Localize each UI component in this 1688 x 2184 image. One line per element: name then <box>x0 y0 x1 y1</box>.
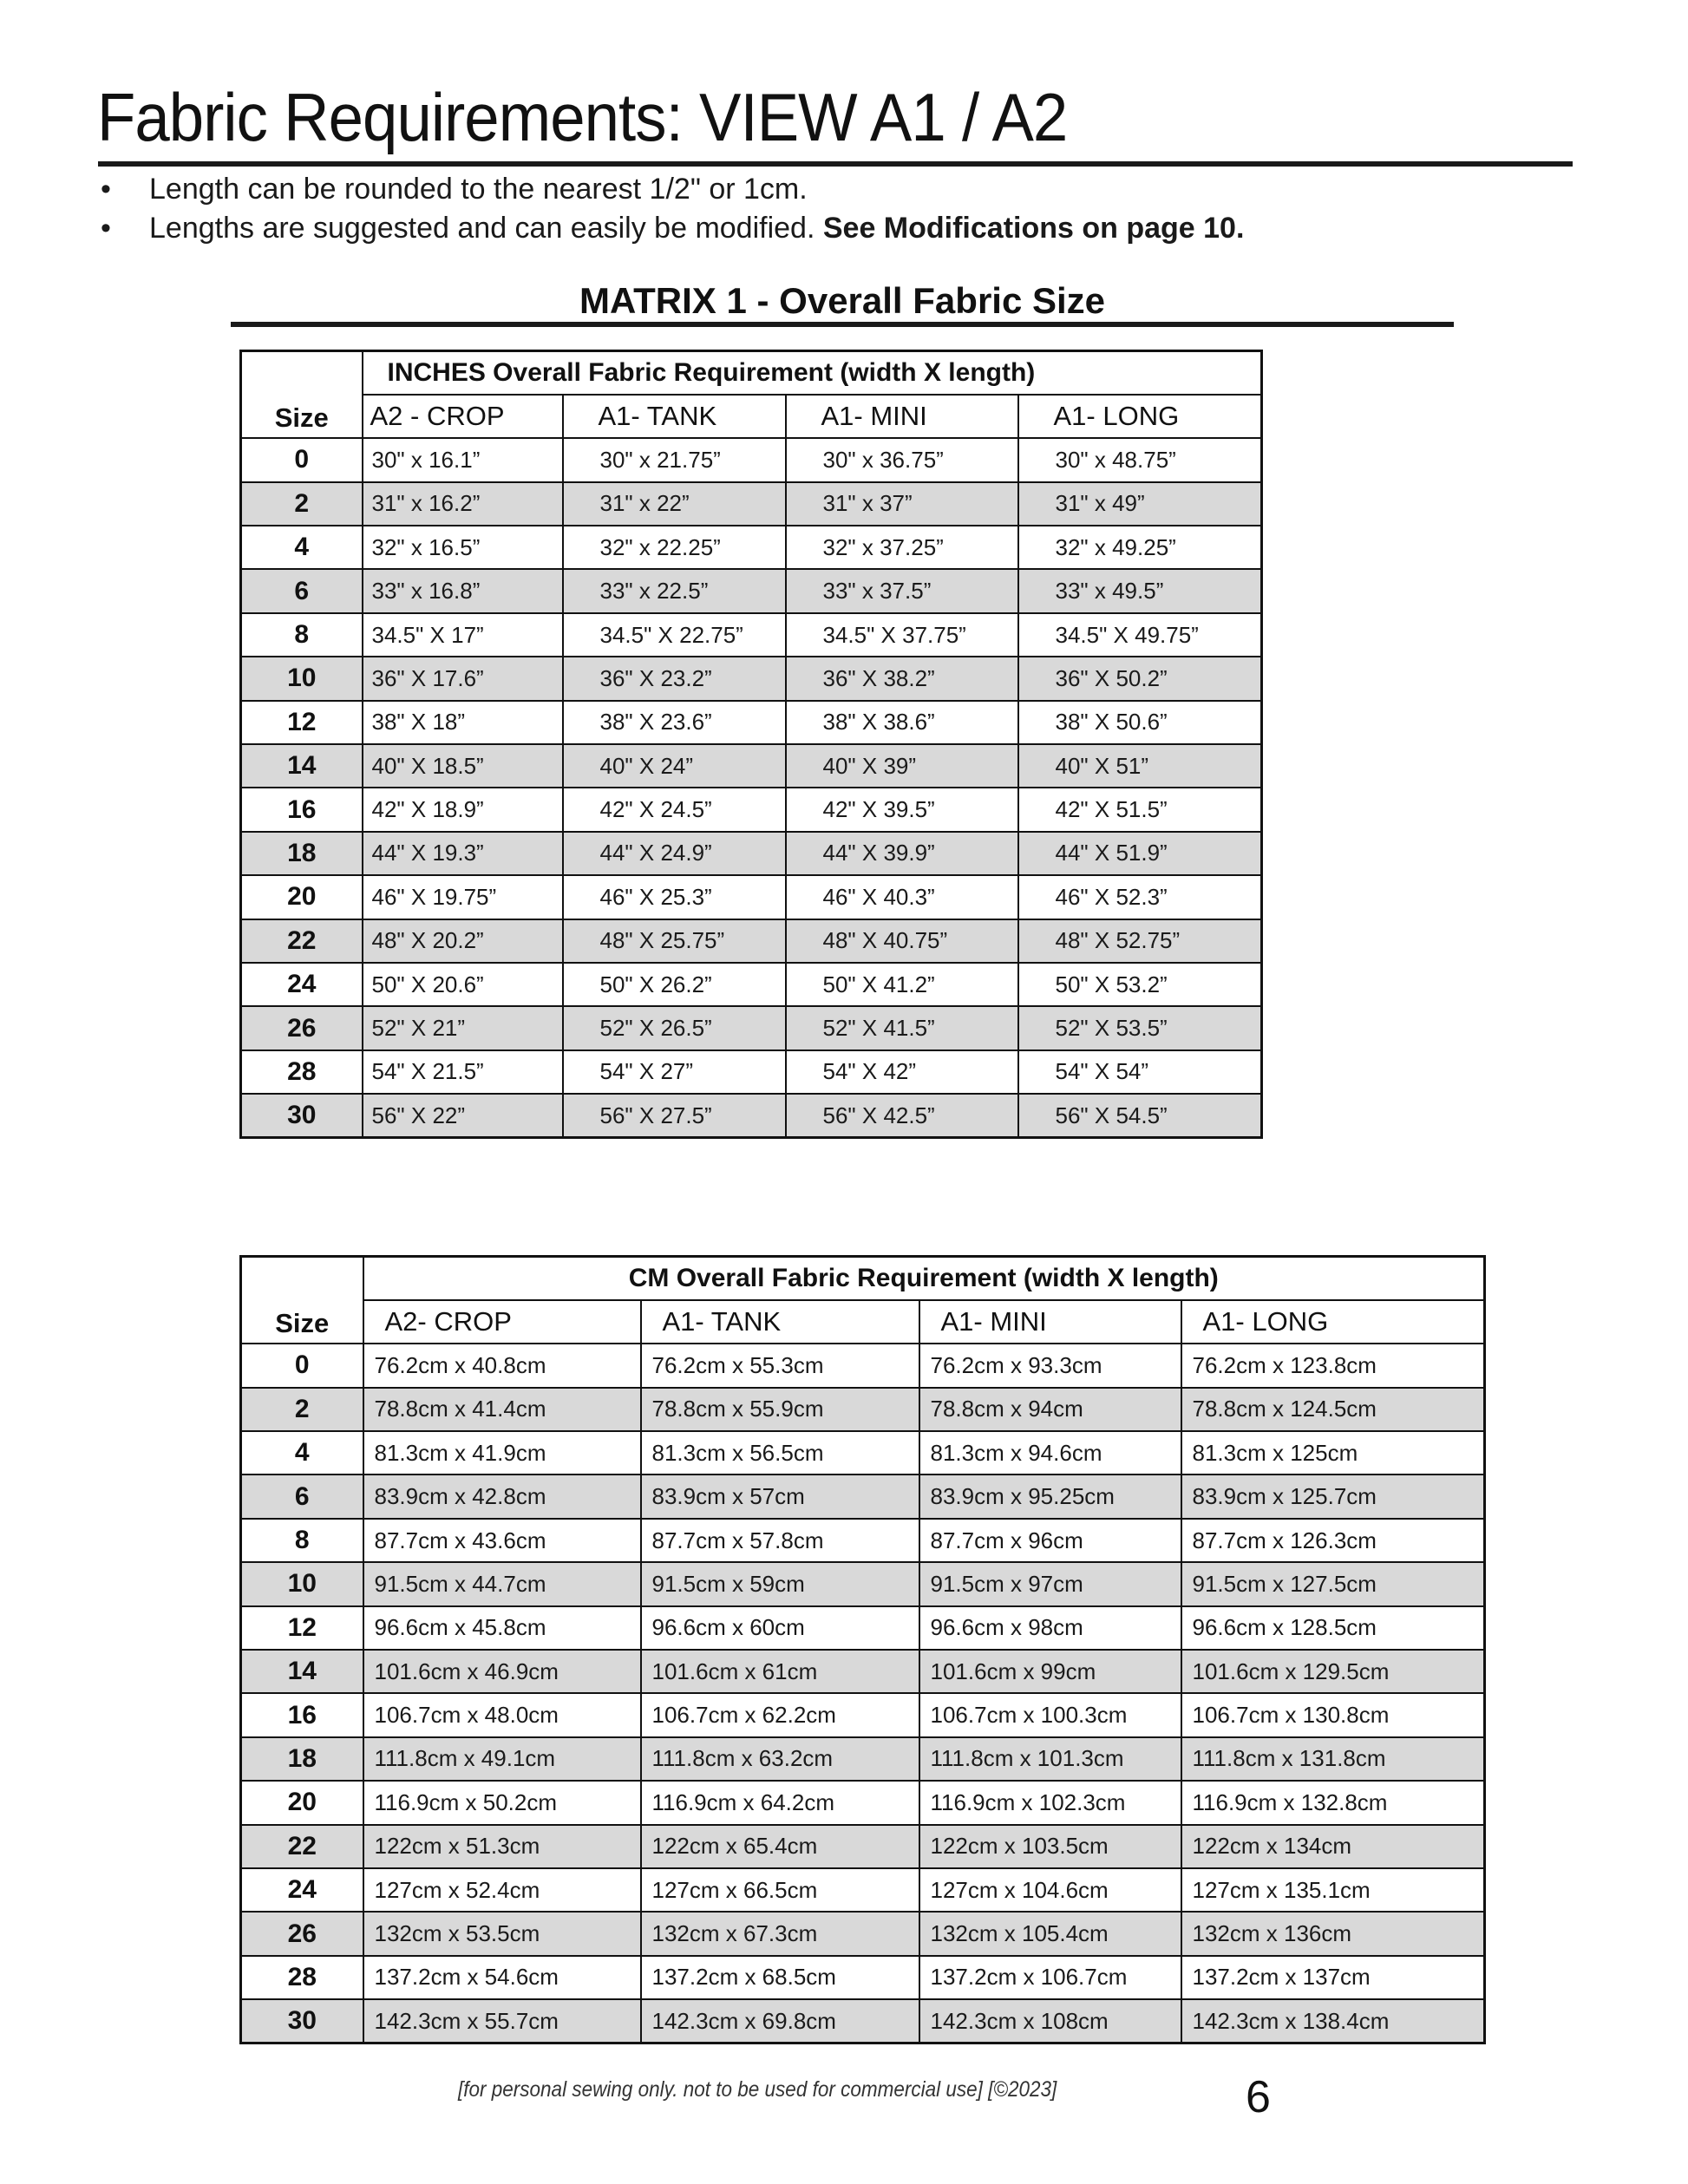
size-cell: 30 <box>241 1999 363 2043</box>
table-row <box>241 875 1262 919</box>
fabric-size-cell: 36" X 38.2” <box>786 657 1018 700</box>
fabric-size-cell: 132cm x 53.5cm <box>363 1912 641 1955</box>
size-column-header: Size <box>241 1257 363 1344</box>
fabric-size-cell: 32" x 22.25” <box>563 526 786 569</box>
table-row <box>241 1912 1485 1955</box>
size-cell: 26 <box>241 1912 363 1955</box>
page-number: 6 <box>1246 2072 1271 2122</box>
note-item <box>97 209 1244 248</box>
column-header-long: A1- LONG <box>1181 1300 1485 1344</box>
size-cell: 16 <box>241 1693 363 1736</box>
fabric-size-cell: 42" X 18.9” <box>363 788 563 831</box>
fabric-size-cell: 33" x 16.8” <box>363 569 563 612</box>
table-row <box>241 1094 1262 1137</box>
size-cell: 2 <box>241 482 363 526</box>
table-row <box>241 1868 1485 1912</box>
fabric-size-cell: 111.8cm x 63.2cm <box>641 1737 919 1781</box>
table-row <box>241 744 1262 788</box>
table-row <box>241 919 1262 963</box>
fabric-size-cell: 40" X 24” <box>563 744 786 788</box>
fabric-size-cell: 96.6cm x 45.8cm <box>363 1606 641 1650</box>
fabric-size-cell: 44" X 39.9” <box>786 832 1018 875</box>
fabric-size-cell: 78.8cm x 94cm <box>919 1388 1181 1431</box>
fabric-size-cell: 106.7cm x 130.8cm <box>1181 1693 1485 1736</box>
fabric-size-cell: 40" X 39” <box>786 744 1018 788</box>
fabric-size-cell: 83.9cm x 95.25cm <box>919 1475 1181 1518</box>
bullet-icon: • <box>101 173 111 206</box>
size-cell: 0 <box>241 438 363 481</box>
column-header-mini: A1- MINI <box>786 395 1018 438</box>
table-row <box>241 657 1262 700</box>
fabric-size-cell: 52" X 21” <box>363 1006 563 1049</box>
fabric-size-cell: 132cm x 105.4cm <box>919 1912 1181 1955</box>
fabric-size-cell: 38" X 50.6” <box>1018 701 1262 744</box>
size-cell: 24 <box>241 963 363 1006</box>
size-cell: 12 <box>241 701 363 744</box>
fabric-size-cell: 96.6cm x 128.5cm <box>1181 1606 1485 1650</box>
see-modifications-reference: See Modifications on page 10. <box>822 212 1245 245</box>
fabric-size-cell: 116.9cm x 50.2cm <box>363 1781 641 1824</box>
fabric-size-cell: 81.3cm x 41.9cm <box>363 1431 641 1475</box>
column-header-mini: A1- MINI <box>919 1300 1181 1344</box>
column-header-tank: A1- TANK <box>641 1300 919 1344</box>
fabric-size-cell: 96.6cm x 60cm <box>641 1606 919 1650</box>
size-cell: 18 <box>241 1737 363 1781</box>
fabric-size-cell: 36" X 17.6” <box>363 657 563 700</box>
size-cell: 6 <box>241 569 363 612</box>
fabric-size-cell: 137.2cm x 54.6cm <box>363 1956 641 1999</box>
size-cell: 18 <box>241 832 363 875</box>
table-row <box>241 1388 1485 1431</box>
table-row <box>241 788 1262 831</box>
size-cell: 28 <box>241 1956 363 1999</box>
fabric-size-cell: 56" X 27.5” <box>563 1094 786 1137</box>
fabric-size-cell: 56" X 22” <box>363 1094 563 1137</box>
fabric-size-cell: 76.2cm x 123.8cm <box>1181 1344 1485 1387</box>
table-row <box>241 569 1262 612</box>
fabric-size-cell: 116.9cm x 64.2cm <box>641 1781 919 1824</box>
fabric-size-cell: 122cm x 65.4cm <box>641 1825 919 1868</box>
fabric-size-cell: 142.3cm x 138.4cm <box>1181 1999 1485 2043</box>
fabric-size-cell: 46" X 40.3” <box>786 875 1018 919</box>
fabric-size-cell: 40" X 18.5” <box>363 744 563 788</box>
table-group-header: CM Overall Fabric Requirement (width X length) <box>363 1257 1485 1300</box>
fabric-size-cell: 76.2cm x 93.3cm <box>919 1344 1181 1387</box>
fabric-size-cell: 42" X 24.5” <box>563 788 786 831</box>
fabric-size-cell: 44" X 51.9” <box>1018 832 1262 875</box>
size-cell: 14 <box>241 744 363 788</box>
fabric-size-cell: 54" X 42” <box>786 1050 1018 1094</box>
size-cell: 4 <box>241 526 363 569</box>
fabric-size-cell: 91.5cm x 59cm <box>641 1562 919 1605</box>
fabric-size-cell: 33" x 49.5” <box>1018 569 1262 612</box>
table-row <box>241 1956 1485 1999</box>
fabric-size-cell: 87.7cm x 43.6cm <box>363 1519 641 1562</box>
table-row <box>241 613 1262 657</box>
matrix-divider <box>231 322 1454 327</box>
fabric-size-cell: 36" X 50.2” <box>1018 657 1262 700</box>
fabric-size-cell: 132cm x 136cm <box>1181 1912 1485 1955</box>
fabric-size-cell: 137.2cm x 137cm <box>1181 1956 1485 1999</box>
fabric-size-cell: 52" X 26.5” <box>563 1006 786 1049</box>
fabric-size-cell: 83.9cm x 42.8cm <box>363 1475 641 1518</box>
column-header-tank: A1- TANK <box>563 395 786 438</box>
fabric-size-cell: 87.7cm x 96cm <box>919 1519 1181 1562</box>
fabric-size-cell: 34.5" X 37.75” <box>786 613 1018 657</box>
fabric-size-cell: 56" X 42.5” <box>786 1094 1018 1137</box>
size-column-header: Size <box>241 351 363 439</box>
fabric-size-cell: 48" X 40.75” <box>786 919 1018 963</box>
fabric-size-cell: 50" X 26.2” <box>563 963 786 1006</box>
size-cell: 4 <box>241 1431 363 1475</box>
table-row <box>241 1006 1262 1049</box>
fabric-size-cell: 81.3cm x 94.6cm <box>919 1431 1181 1475</box>
table-row <box>241 438 1262 481</box>
fabric-size-cell: 127cm x 66.5cm <box>641 1868 919 1912</box>
fabric-size-cell: 91.5cm x 97cm <box>919 1562 1181 1605</box>
bullet-icon: • <box>101 212 111 245</box>
fabric-size-cell: 111.8cm x 101.3cm <box>919 1737 1181 1781</box>
fabric-size-cell: 137.2cm x 106.7cm <box>919 1956 1181 1999</box>
fabric-size-cell: 111.8cm x 131.8cm <box>1181 1737 1485 1781</box>
fabric-size-cell: 32" x 37.25” <box>786 526 1018 569</box>
fabric-size-cell: 50" X 53.2” <box>1018 963 1262 1006</box>
fabric-size-cell: 142.3cm x 55.7cm <box>363 1999 641 2043</box>
fabric-size-cell: 106.7cm x 48.0cm <box>363 1693 641 1736</box>
table-row <box>241 1562 1485 1605</box>
fabric-size-cell: 36" X 23.2” <box>563 657 786 700</box>
fabric-size-cell: 38" X 18” <box>363 701 563 744</box>
copyright-footer: [for personal sewing only. not to be used for commercial use] [©2023] <box>458 2077 1057 2102</box>
table-group-header: INCHES Overall Fabric Requirement (width X length) <box>363 351 1262 395</box>
fabric-size-cell: 34.5" X 22.75” <box>563 613 786 657</box>
size-cell: 12 <box>241 1606 363 1650</box>
fabric-size-cell: 101.6cm x 99cm <box>919 1650 1181 1693</box>
inches-fabric-table <box>239 350 1263 1139</box>
fabric-size-cell: 91.5cm x 127.5cm <box>1181 1562 1485 1605</box>
table-row <box>241 1431 1485 1475</box>
fabric-size-cell: 116.9cm x 132.8cm <box>1181 1781 1485 1824</box>
notes-list <box>97 170 1244 248</box>
fabric-size-cell: 96.6cm x 98cm <box>919 1606 1181 1650</box>
fabric-size-cell: 48" X 52.75” <box>1018 919 1262 963</box>
fabric-size-cell: 42" X 39.5” <box>786 788 1018 831</box>
size-cell: 22 <box>241 1825 363 1868</box>
size-cell: 2 <box>241 1388 363 1431</box>
table-row <box>241 1999 1485 2043</box>
size-cell: 8 <box>241 613 363 657</box>
fabric-size-cell: 127cm x 104.6cm <box>919 1868 1181 1912</box>
fabric-size-cell: 52" X 41.5” <box>786 1006 1018 1049</box>
note-text: Lengths are suggested and can easily be modified. <box>149 212 823 245</box>
inches-table-body <box>241 438 1262 1137</box>
fabric-size-cell: 127cm x 52.4cm <box>363 1868 641 1912</box>
fabric-size-cell: 54" X 27” <box>563 1050 786 1094</box>
fabric-size-cell: 87.7cm x 126.3cm <box>1181 1519 1485 1562</box>
cm-fabric-table <box>239 1255 1486 2044</box>
fabric-size-cell: 30" x 48.75” <box>1018 438 1262 481</box>
fabric-size-cell: 52" X 53.5” <box>1018 1006 1262 1049</box>
table-row <box>241 963 1262 1006</box>
fabric-size-cell: 34.5" X 17” <box>363 613 563 657</box>
size-cell: 28 <box>241 1050 363 1094</box>
column-header-long: A1- LONG <box>1018 395 1262 438</box>
fabric-size-cell: 38" X 38.6” <box>786 701 1018 744</box>
size-cell: 14 <box>241 1650 363 1693</box>
size-cell: 24 <box>241 1868 363 1912</box>
fabric-size-cell: 76.2cm x 55.3cm <box>641 1344 919 1387</box>
fabric-size-cell: 32" x 49.25” <box>1018 526 1262 569</box>
table-row <box>241 482 1262 526</box>
table-row <box>241 1519 1485 1562</box>
fabric-size-cell: 34.5" X 49.75” <box>1018 613 1262 657</box>
fabric-size-cell: 111.8cm x 49.1cm <box>363 1737 641 1781</box>
fabric-size-cell: 46" X 19.75” <box>363 875 563 919</box>
fabric-size-cell: 30" x 21.75” <box>563 438 786 481</box>
fabric-size-cell: 31" x 37” <box>786 482 1018 526</box>
fabric-size-cell: 101.6cm x 129.5cm <box>1181 1650 1485 1693</box>
fabric-size-cell: 101.6cm x 61cm <box>641 1650 919 1693</box>
table-row <box>241 1781 1485 1824</box>
fabric-size-cell: 122cm x 51.3cm <box>363 1825 641 1868</box>
fabric-size-cell: 40" X 51” <box>1018 744 1262 788</box>
fabric-size-cell: 46" X 25.3” <box>563 875 786 919</box>
size-cell: 6 <box>241 1475 363 1518</box>
fabric-size-cell: 137.2cm x 68.5cm <box>641 1956 919 1999</box>
fabric-size-cell: 106.7cm x 100.3cm <box>919 1693 1181 1736</box>
size-cell: 20 <box>241 1781 363 1824</box>
fabric-size-cell: 142.3cm x 108cm <box>919 1999 1181 2043</box>
title-divider <box>98 161 1573 167</box>
page-title: Fabric Requirements: VIEW A1 / A2 <box>97 79 1068 155</box>
table-row <box>241 1650 1485 1693</box>
fabric-size-cell: 30" x 36.75” <box>786 438 1018 481</box>
fabric-size-cell: 50" X 41.2” <box>786 963 1018 1006</box>
table-row <box>241 701 1262 744</box>
size-cell: 20 <box>241 875 363 919</box>
fabric-size-cell: 83.9cm x 125.7cm <box>1181 1475 1485 1518</box>
fabric-size-cell: 46" X 52.3” <box>1018 875 1262 919</box>
fabric-size-cell: 91.5cm x 44.7cm <box>363 1562 641 1605</box>
fabric-size-cell: 31" x 49” <box>1018 482 1262 526</box>
size-cell: 0 <box>241 1344 363 1387</box>
fabric-size-cell: 33" x 22.5” <box>563 569 786 612</box>
note-text: Length can be rounded to the nearest 1/2" or 1cm. <box>149 173 808 206</box>
fabric-size-cell: 81.3cm x 125cm <box>1181 1431 1485 1475</box>
fabric-size-cell: 101.6cm x 46.9cm <box>363 1650 641 1693</box>
table-row <box>241 1344 1485 1387</box>
fabric-size-cell: 42" X 51.5” <box>1018 788 1262 831</box>
fabric-size-cell: 122cm x 103.5cm <box>919 1825 1181 1868</box>
fabric-size-cell: 32" x 16.5” <box>363 526 563 569</box>
fabric-size-cell: 50" X 20.6” <box>363 963 563 1006</box>
size-cell: 16 <box>241 788 363 831</box>
fabric-size-cell: 30" x 16.1” <box>363 438 563 481</box>
fabric-size-cell: 142.3cm x 69.8cm <box>641 1999 919 2043</box>
fabric-size-cell: 48" X 20.2” <box>363 919 563 963</box>
fabric-size-cell: 54" X 54” <box>1018 1050 1262 1094</box>
table-row <box>241 1475 1485 1518</box>
fabric-size-cell: 122cm x 134cm <box>1181 1825 1485 1868</box>
column-header-crop: A2 - CROP <box>363 395 563 438</box>
size-cell: 30 <box>241 1094 363 1137</box>
fabric-size-cell: 78.8cm x 124.5cm <box>1181 1388 1485 1431</box>
size-cell: 10 <box>241 1562 363 1605</box>
fabric-size-cell: 87.7cm x 57.8cm <box>641 1519 919 1562</box>
fabric-size-cell: 48" X 25.75” <box>563 919 786 963</box>
fabric-size-cell: 78.8cm x 41.4cm <box>363 1388 641 1431</box>
fabric-size-cell: 44" X 24.9” <box>563 832 786 875</box>
fabric-size-cell: 31" x 22” <box>563 482 786 526</box>
note-item <box>97 170 1244 209</box>
table-row <box>241 1606 1485 1650</box>
table-row <box>241 1737 1485 1781</box>
table-row <box>241 526 1262 569</box>
fabric-size-cell: 38" X 23.6” <box>563 701 786 744</box>
size-cell: 8 <box>241 1519 363 1562</box>
fabric-size-cell: 132cm x 67.3cm <box>641 1912 919 1955</box>
fabric-size-cell: 116.9cm x 102.3cm <box>919 1781 1181 1824</box>
fabric-size-cell: 44" X 19.3” <box>363 832 563 875</box>
column-header-crop: A2- CROP <box>363 1300 641 1344</box>
fabric-size-cell: 83.9cm x 57cm <box>641 1475 919 1518</box>
table-row <box>241 1050 1262 1094</box>
fabric-size-cell: 54" X 21.5” <box>363 1050 563 1094</box>
matrix-heading: MATRIX 1 - Overall Fabric Size <box>579 280 1106 321</box>
fabric-size-cell: 56" X 54.5” <box>1018 1094 1262 1137</box>
fabric-size-cell: 106.7cm x 62.2cm <box>641 1693 919 1736</box>
fabric-size-cell: 81.3cm x 56.5cm <box>641 1431 919 1475</box>
table-row <box>241 1825 1485 1868</box>
size-cell: 22 <box>241 919 363 963</box>
fabric-size-cell: 78.8cm x 55.9cm <box>641 1388 919 1431</box>
fabric-size-cell: 31" x 16.2” <box>363 482 563 526</box>
table-row <box>241 1693 1485 1736</box>
fabric-size-cell: 76.2cm x 40.8cm <box>363 1344 641 1387</box>
table-row <box>241 832 1262 875</box>
cm-table-body <box>241 1344 1485 2043</box>
size-cell: 10 <box>241 657 363 700</box>
size-cell: 26 <box>241 1006 363 1049</box>
fabric-size-cell: 127cm x 135.1cm <box>1181 1868 1485 1912</box>
fabric-size-cell: 33" x 37.5” <box>786 569 1018 612</box>
